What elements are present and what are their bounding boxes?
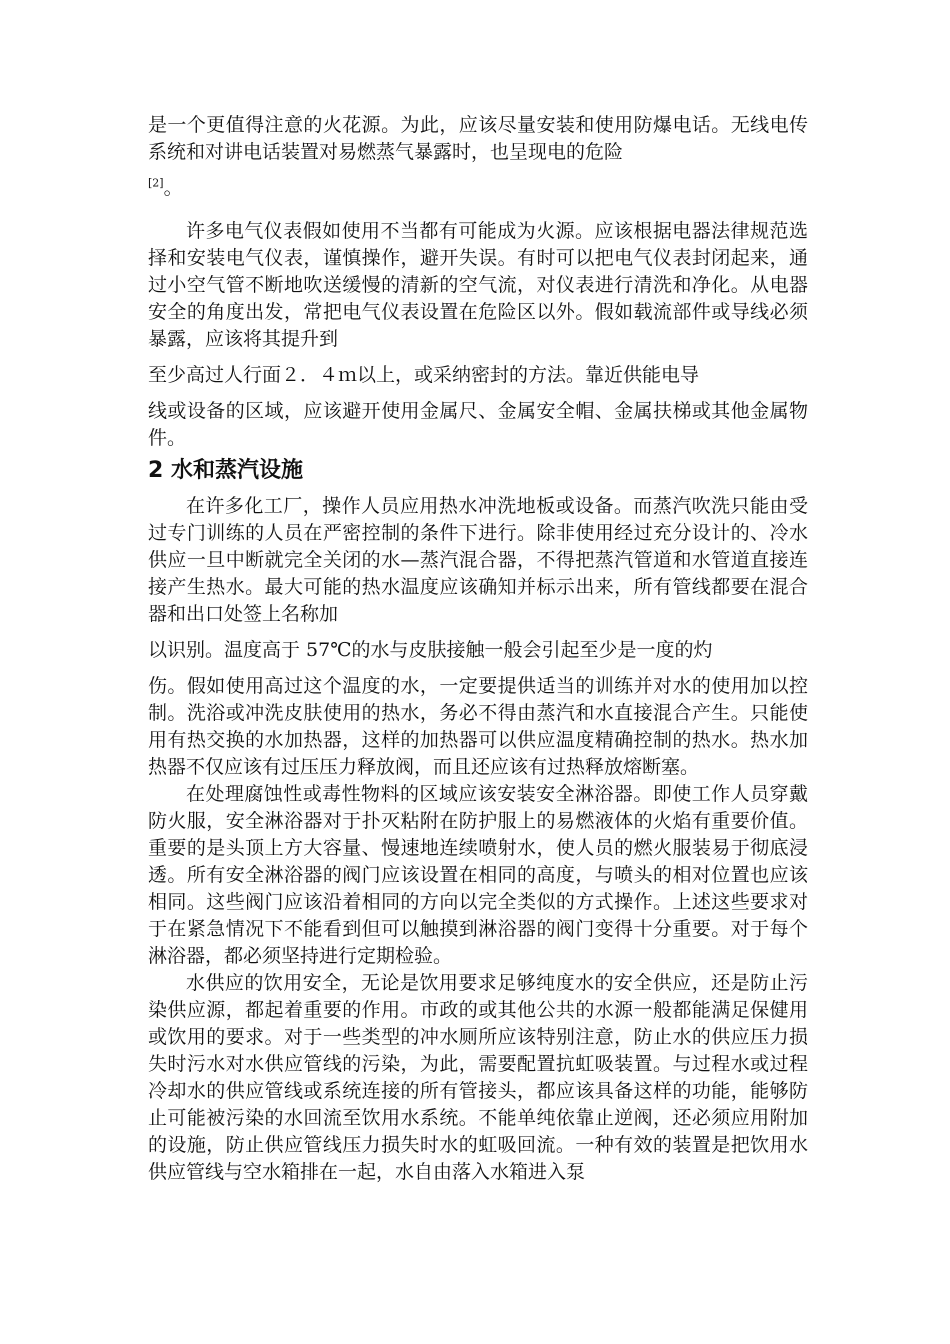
- paragraph-spacer: [148, 202, 808, 218]
- paragraph-2: [148, 218, 808, 452]
- line-gap: [148, 389, 808, 398]
- paragraph-1-text: 是一个更值得注意的火花源。为此，应该尽量安装和使用防爆电话。无线电传系统和对讲电话装置对易燃蒸气暴露时，也呈现电的危险: [148, 114, 808, 163]
- paragraph-5: 水供应的饮用安全，无论是饮用要求足够纯度水的安全供应，还是防止污染供应源，都起着重要的作用。市政的或其他公共的水源一般都能满足保健用或饮用的要求。对于一些类型的冲水厕所应该特别注意，防止水的供应压力损失时污水对水供应管线的污染，为此，需要配置抗虹吸装置。与过程水或过程冷却水的供应管线或系统连接的所有管接头，都应该具备这样的功能，能够防止可能被污染的水回流至饮用水系统。不能单纯依靠止逆阀，还必须应用附加的设施，防止供应管线压力损失时水的虹吸回流。一种有效的装置是把饮用水供应管线与空水箱排在一起，水自由落入水箱进入泵: [148, 972, 808, 1183]
- paragraph-3-text-c: 伤。假如使用高过这个温度的水，一定要提供适当的训练并对水的使用加以控制。洗浴或冲洗皮肤使用的热水，务必不得由蒸汽和水直接混合产生。只能使用有热交换的水加热器，这样的加热器可以供应温度精确控制的热水。热水加热器不仅应该有过压压力释放阀，而且还应该有过热释放熔断塞。: [148, 675, 808, 778]
- paragraph-3-text-b: 以识别。温度高于 57℃的水与皮肤接触一般会引起至少是一度的灼: [148, 639, 713, 661]
- paragraph-4: 在处理腐蚀性或毒性物料的区域应该安装安全淋浴器。即使工作人员穿戴防火服，安全淋浴器对于扑灭粘附在防护服上的易燃液体的火焰有重要价值。重要的是头顶上方大容量、慢速地连续喷射水，使人员的燃火服装易于彻底浸透。所有安全淋浴器的阀门应该设置在相同的高度，与喷头的相对位置也应该相同。这些阀门应该沿着相同的方向以完全类似的方式操作。上述这些要求对于在紧急情况下不能看到但可以触摸到淋浴器的阀门变得十分重要。对于每个淋浴器，都必须坚持进行定期检验。: [148, 783, 808, 967]
- paragraph-2-text-b: 至少高过人行面２．４ｍ以上，或采纳密封的方法。靠近供能电导: [148, 364, 700, 386]
- line-gap: [148, 628, 808, 637]
- paragraph-2-text-a: 许多电气仪表假如使用不当都有可能成为火源。应该根据电器法律规范选择和安装电气仪表，谨慎操作，避开失误。有时可以把电气仪表封闭起来，通过小空气管不断地吹送缓慢的清新的空气流，对仪表进行清洗和净化。从电器安全的角度出发，常把电气仪表设置在危险区以外。假如载流部件或导线必须暴露，应该将其提升到: [148, 220, 808, 350]
- line-gap: [148, 353, 808, 362]
- paragraph-3-text-a: 在许多化工厂，操作人员应用热水冲洗地板或设备。而蒸汽吹洗只能由受过专门训练的人员在严密控制的条件下进行。除非使用经过充分设计的、冷水供应一旦中断就完全关闭的水—蒸汽混合器，不得把蒸汽管道和水管道直接连接产生热水。最大可能的热水温度应该确知并标示出来，所有管线都要在混合器和出口处签上名称加: [148, 495, 808, 625]
- line-gap: [148, 166, 808, 175]
- line-gap: [148, 664, 808, 673]
- citation-ref: [2]: [148, 176, 164, 190]
- paragraph-3: [148, 493, 808, 781]
- document-page: [148, 112, 808, 1186]
- paragraph-2-text-c: 线或设备的区域，应该避开使用金属尺、金属安全帽、金属扶梯或其他金属物件。: [148, 400, 808, 449]
- section-heading: 2 水和蒸汽设施: [148, 458, 303, 483]
- paragraph-1-end: 。: [163, 177, 183, 199]
- paragraph-1: [148, 112, 808, 202]
